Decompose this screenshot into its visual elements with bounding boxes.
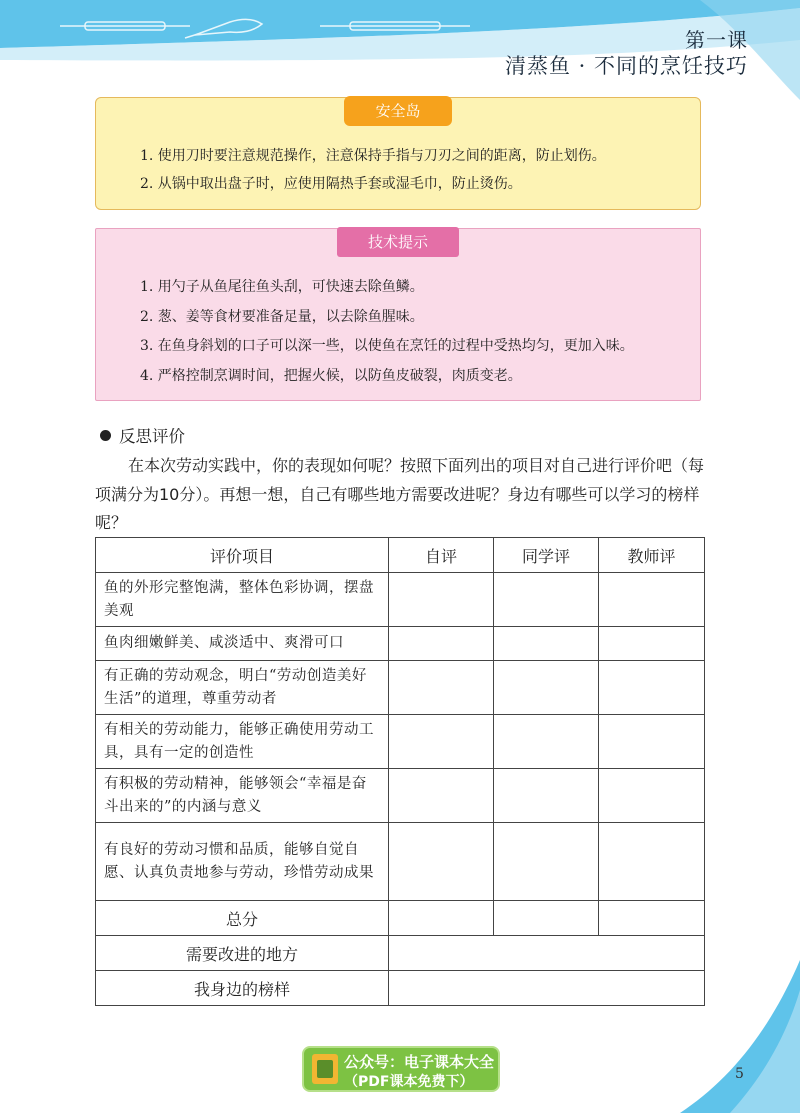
section-heading-text: 反思评价 [119, 427, 185, 446]
safety-box [95, 97, 701, 210]
teacher-score-cell[interactable] [599, 573, 705, 627]
self-score-cell[interactable] [389, 769, 494, 823]
header-peer: 同学评 [494, 538, 599, 573]
role-model-label: 我身边的榜样 [96, 971, 389, 1006]
teacher-total-cell[interactable] [599, 901, 705, 936]
total-label: 总分 [96, 901, 389, 936]
improve-label: 需要改进的地方 [96, 936, 389, 971]
lesson-number: 第一课 [685, 28, 748, 52]
teacher-score-cell[interactable] [599, 627, 705, 661]
header-teacher: 教师评 [599, 538, 705, 573]
table-row [96, 573, 705, 627]
wechat-badge[interactable] [302, 1046, 500, 1092]
corner-decoration [640, 960, 800, 1113]
criterion-cell: 有良好的劳动习惯和品质，能够自觉自愿、认真负责地参与劳动，珍惜劳动成果 [96, 823, 389, 901]
safety-item: 2. 从锅中取出盘子时，应使用隔热手套或湿毛巾，防止烫伤。 [140, 176, 522, 192]
peer-total-cell[interactable] [494, 901, 599, 936]
badge-line-1: 公众号：电子课本大全 [344, 1053, 495, 1071]
criterion-cell: 鱼肉细嫩鲜美、咸淡适中、爽滑可口 [96, 627, 389, 661]
book-icon [312, 1054, 338, 1084]
peer-score-cell[interactable] [494, 627, 599, 661]
badge-line-2: （PDF课本免费下） [344, 1074, 474, 1090]
teacher-score-cell[interactable] [599, 823, 705, 901]
page-header [0, 0, 800, 110]
tips-box-label: 技术提示 [337, 227, 459, 257]
tips-box-list [140, 273, 690, 391]
tip-item: 3. 在鱼身斜划的口子可以深一些，以使鱼在烹饪的过程中受热均匀，更加入味。 [140, 338, 634, 354]
table-header-row [96, 538, 705, 573]
teacher-score-cell[interactable] [599, 661, 705, 715]
peer-score-cell[interactable] [494, 823, 599, 901]
criterion-cell: 有正确的劳动观念，明白“劳动创造美好生活”的道理，尊重劳动者 [96, 661, 389, 715]
tips-box [95, 228, 701, 401]
bullet-icon [100, 430, 111, 441]
tip-item: 4. 严格控制烹调时间，把握火候，以防鱼皮破裂，肉质变老。 [140, 367, 522, 384]
criterion-cell: 有积极的劳动精神，能够领会“幸福是奋斗出来的”的内涵与意义 [96, 769, 389, 823]
self-score-cell[interactable] [389, 715, 494, 769]
total-row [96, 901, 705, 936]
safety-box-list [140, 142, 690, 198]
header-self: 自评 [389, 538, 494, 573]
teacher-score-cell[interactable] [599, 769, 705, 823]
teacher-score-cell[interactable] [599, 715, 705, 769]
table-row [96, 823, 705, 901]
tip-item: 1. 用勺子从鱼尾往鱼头刮，可快速去除鱼鳞。 [140, 279, 424, 295]
safety-item: 1. 使用刀时要注意规范操作，注意保持手指与刀刃之间的距离，防止划伤。 [140, 148, 606, 164]
peer-score-cell[interactable] [494, 715, 599, 769]
peer-score-cell[interactable] [494, 769, 599, 823]
criterion-cell: 鱼的外形完整饱满，整体色彩协调，摆盘美观 [96, 573, 389, 627]
table-row [96, 661, 705, 715]
improve-row [96, 936, 705, 971]
criterion-cell: 有相关的劳动能力，能够正确使用劳动工具，具有一定的创造性 [96, 715, 389, 769]
lesson-title: 清蒸鱼 · 不同的烹饪技巧 [504, 54, 748, 78]
self-score-cell[interactable] [389, 661, 494, 715]
self-score-cell[interactable] [389, 627, 494, 661]
role-model-row [96, 971, 705, 1006]
self-score-cell[interactable] [389, 823, 494, 901]
evaluation-table [95, 537, 705, 1006]
header-item: 评价项目 [96, 538, 389, 573]
safety-box-label: 安全岛 [344, 96, 452, 126]
page-number: 5 [735, 1066, 744, 1082]
table-row [96, 715, 705, 769]
peer-score-cell[interactable] [494, 573, 599, 627]
section-heading [100, 423, 185, 447]
peer-score-cell[interactable] [494, 661, 599, 715]
tip-item: 2. 葱、姜等食材要准备足量，以去除鱼腥味。 [140, 308, 424, 325]
self-total-cell[interactable] [389, 901, 494, 936]
self-score-cell[interactable] [389, 573, 494, 627]
intro-paragraph: 在本次劳动实践中，你的表现如何呢？按照下面列出的项目对自己进行评价吧（每项满分为10分）。再想一想，自己有哪些地方需要改进呢？身边有哪些可以学习的榜样呢？ [95, 456, 705, 532]
table-row [96, 627, 705, 661]
table-row [96, 769, 705, 823]
